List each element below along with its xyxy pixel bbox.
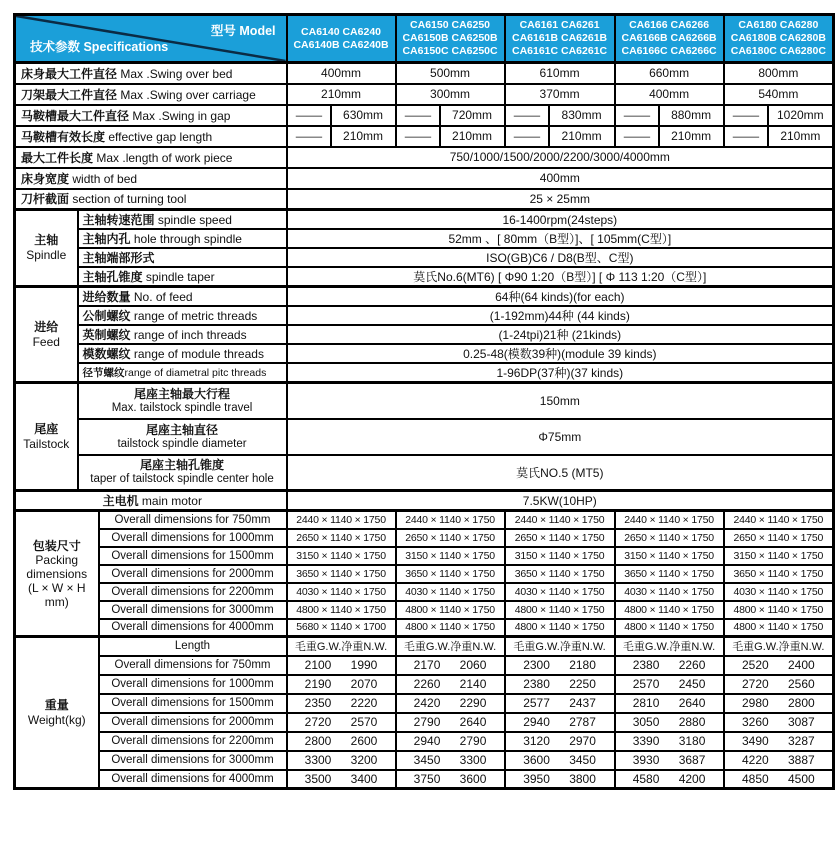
- table-row: [15, 601, 834, 619]
- group-label-tailstock: 尾座 Tailstock: [15, 383, 78, 491]
- spec-value: 400mm: [615, 84, 724, 105]
- weight-value: 2980 2800: [724, 694, 834, 713]
- spec-dash: —: [724, 105, 768, 126]
- row-label-en: taper of tailstock spindle center hole: [90, 473, 274, 486]
- row-label-zh: 尾座主轴最大行程: [134, 386, 231, 401]
- model-name-line: CA6140B CA6240B: [293, 38, 389, 51]
- row-label-en: main motor: [141, 494, 202, 508]
- weight-value: 2380 2260: [615, 656, 724, 675]
- packing-value: 2650 × 1140 × 1750: [724, 529, 834, 547]
- weight-value: 3260 3087: [724, 713, 834, 732]
- packing-value: 4030 × 1140 × 1750: [615, 583, 724, 601]
- row-label-en: Max .Swing over bed: [120, 66, 233, 81]
- spec-dash: —: [615, 126, 659, 147]
- row-label: [15, 168, 287, 189]
- spec-value-span: 400mm: [287, 168, 834, 189]
- header-corner-cell: [15, 15, 287, 63]
- weight-value: 4850 4500: [724, 770, 834, 789]
- row-label-zh: 马鞍槽有效长度: [21, 129, 106, 144]
- row-label-zh: 刀杆截面: [21, 192, 70, 207]
- table-row: [15, 637, 834, 656]
- spec-value: 300mm: [396, 84, 505, 105]
- table-row: [15, 529, 834, 547]
- packing-value: 2440 × 1140 × 1750: [615, 511, 724, 529]
- row-label: Overall dimensions for 1500mm: [99, 547, 287, 565]
- spec-value: 880mm: [659, 105, 724, 126]
- row-label-en: range of metric threads: [133, 309, 258, 323]
- weight-value: 2810 2640: [615, 694, 724, 713]
- spec-dash: —: [615, 105, 659, 126]
- packing-value: 3150 × 1140 × 1750: [505, 547, 615, 565]
- row-label: [15, 491, 287, 511]
- spec-value-span: 1-96DP(37种)(37 kinds): [287, 363, 834, 383]
- table-row: [15, 126, 834, 147]
- table-row: [15, 267, 834, 287]
- packing-value: 4800 × 1140 × 1750: [615, 601, 724, 619]
- spec-value: 210mm: [287, 84, 396, 105]
- row-label-zh: 床身最大工件直径: [21, 66, 118, 81]
- model-name-line: CA6180B CA6280B: [730, 32, 826, 44]
- weight-value: 2720 2570: [287, 713, 396, 732]
- table-row: [15, 229, 834, 248]
- row-label-en: tailstock spindle diameter: [117, 437, 247, 450]
- row-label-zh: 尾座主轴直径: [146, 422, 219, 437]
- row-label-en: effective gap length: [108, 129, 213, 144]
- spec-value: 210mm: [331, 126, 396, 147]
- table-row: [15, 656, 834, 675]
- row-label: [78, 455, 287, 491]
- group-label-feed: 进给 Feed: [15, 287, 78, 383]
- weight-value: 2190 2070: [287, 675, 396, 694]
- row-label: [15, 189, 287, 210]
- packing-value: 4800 × 1140 × 1750: [396, 601, 505, 619]
- row-label: [15, 126, 287, 147]
- row-label: Overall dimensions for 3000mm: [99, 751, 287, 770]
- model-name-line: CA6140 CA6240: [301, 25, 381, 38]
- packing-value: 4800 × 1140 × 1750: [615, 619, 724, 637]
- weight-value: 2720 2560: [724, 675, 834, 694]
- packing-value: 4800 × 1140 × 1750: [724, 619, 834, 637]
- table-row: [15, 105, 834, 126]
- weight-value: 3300 3200: [287, 751, 396, 770]
- weight-value: 2570 2450: [615, 675, 724, 694]
- packing-value: 5680 × 1140 × 1700: [287, 619, 396, 637]
- spec-value-span: ISO(GB)C6 / D8(B型、C型): [287, 248, 834, 267]
- model-name-line: CA6166 CA6266: [629, 19, 710, 31]
- model-name-line: CA6166C CA6266C: [621, 45, 717, 57]
- spec-value: 210mm: [768, 126, 834, 147]
- table-row: [15, 248, 834, 267]
- row-label: [78, 229, 287, 248]
- row-label-en: No. of feed: [133, 290, 193, 304]
- spec-value-span: 7.5KW(10HP): [287, 491, 834, 511]
- header-row: [15, 15, 834, 63]
- weight-value: 3950 3800: [505, 770, 615, 789]
- weight-value: 3490 3287: [724, 732, 834, 751]
- weight-column-header: 毛重G.W.净重N.W.: [287, 637, 396, 656]
- spec-value: 720mm: [440, 105, 505, 126]
- spec-dash: —: [287, 126, 331, 147]
- table-row: [15, 619, 834, 637]
- row-label: [78, 419, 287, 455]
- packing-value: 4030 × 1140 × 1750: [287, 583, 396, 601]
- spec-value-span: 750/1000/1500/2000/2200/3000/4000mm: [287, 147, 834, 168]
- weight-column-header: 毛重G.W.净重N.W.: [615, 637, 724, 656]
- row-label: Overall dimensions for 1000mm: [99, 675, 287, 694]
- model-name-line: CA6161B CA6261B: [511, 32, 608, 44]
- weight-value: 3050 2880: [615, 713, 724, 732]
- row-label-en: Max .Swing in gap: [132, 108, 231, 123]
- row-label-en: range of module threads: [133, 347, 264, 361]
- row-label: Overall dimensions for 4000mm: [99, 770, 287, 789]
- table-row: [15, 363, 834, 383]
- packing-value: 4800 × 1140 × 1750: [396, 619, 505, 637]
- row-label-en: section of turning tool: [72, 192, 187, 207]
- spec-dash: —: [396, 126, 440, 147]
- weight-value: 4580 4200: [615, 770, 724, 789]
- group-label-packing: 包装尺寸 Packing dimensions (L × W × H mm): [15, 511, 99, 637]
- row-label: Overall dimensions for 2200mm: [99, 732, 287, 751]
- row-label-en: range of diametral pitc threads: [124, 367, 267, 379]
- row-label-zh: 公制螺纹: [82, 309, 131, 323]
- table-row: [15, 565, 834, 583]
- weight-value: 4220 3887: [724, 751, 834, 770]
- row-label-zh: 马鞍槽最大工件直径: [21, 108, 130, 123]
- weight-value: 2520 2400: [724, 656, 834, 675]
- model-name-line: CA6161 CA6261: [519, 19, 600, 31]
- packing-value: 3650 × 1140 × 1750: [724, 565, 834, 583]
- row-label: [78, 306, 287, 325]
- spec-value: 830mm: [549, 105, 615, 126]
- row-label-zh: 进给数量: [82, 290, 131, 304]
- model-column-header: [615, 15, 724, 63]
- spec-value: 1020mm: [768, 105, 834, 126]
- packing-value: 2440 × 1140 × 1750: [724, 511, 834, 529]
- weight-value: 2100 1990: [287, 656, 396, 675]
- spec-value-span: (1-192mm)44种 (44 kinds): [287, 306, 834, 325]
- table-row: [15, 84, 834, 105]
- weight-value: 2577 2437: [505, 694, 615, 713]
- row-label: [15, 147, 287, 168]
- packing-value: 3150 × 1140 × 1750: [396, 547, 505, 565]
- table-row: [15, 455, 834, 491]
- packing-value: 3150 × 1140 × 1750: [615, 547, 724, 565]
- row-label-zh: 尾座主轴孔锥度: [140, 458, 225, 473]
- packing-value: 4800 × 1140 × 1750: [505, 619, 615, 637]
- row-label: Overall dimensions for 750mm: [99, 511, 287, 529]
- spec-value: 500mm: [396, 63, 505, 84]
- spec-value-span: 150mm: [287, 383, 834, 419]
- spec-value-span: 64种(64 kinds)(for each): [287, 287, 834, 307]
- packing-value: 4030 × 1140 × 1750: [505, 583, 615, 601]
- table-row: [15, 675, 834, 694]
- row-label: [78, 248, 287, 267]
- table-row: [15, 511, 834, 529]
- weight-value: 3450 3300: [396, 751, 505, 770]
- weight-column-header: 毛重G.W.净重N.W.: [724, 637, 834, 656]
- row-label-en: Max .length of work piece: [96, 150, 233, 165]
- packing-value: 2440 × 1140 × 1750: [396, 511, 505, 529]
- spec-value: 540mm: [724, 84, 834, 105]
- weight-value: 2940 2790: [396, 732, 505, 751]
- row-label: [78, 325, 287, 344]
- row-label-zh: 英制螺纹: [82, 328, 131, 342]
- row-label-zh: 主电机: [102, 494, 139, 508]
- weight-value: 2260 2140: [396, 675, 505, 694]
- specifications-table: [13, 13, 835, 790]
- row-label: Overall dimensions for 4000mm: [99, 619, 287, 637]
- row-label-zh: 床身宽度: [21, 171, 70, 186]
- table-row: [15, 325, 834, 344]
- packing-value: 3150 × 1140 × 1750: [287, 547, 396, 565]
- row-label: [15, 105, 287, 126]
- table-row: [15, 210, 834, 230]
- row-label: [78, 210, 287, 230]
- packing-value: 2650 × 1140 × 1750: [505, 529, 615, 547]
- row-label: Overall dimensions for 1000mm: [99, 529, 287, 547]
- packing-value: 3650 × 1140 × 1750: [287, 565, 396, 583]
- packing-value: 4030 × 1140 × 1750: [724, 583, 834, 601]
- packing-value: 3650 × 1140 × 1750: [615, 565, 724, 583]
- row-label: Overall dimensions for 3000mm: [99, 601, 287, 619]
- weight-value: 2940 2787: [505, 713, 615, 732]
- row-label: [15, 84, 287, 105]
- packing-value: 3650 × 1140 × 1750: [505, 565, 615, 583]
- model-name-line: CA6150 CA6250: [410, 19, 491, 31]
- table-row: [15, 713, 834, 732]
- row-label-en: hole through spindle: [133, 232, 242, 246]
- packing-value: 2650 × 1140 × 1750: [396, 529, 505, 547]
- model-name-line: CA6180 CA6280: [738, 19, 819, 31]
- row-label: [78, 344, 287, 363]
- weight-value: 2170 2060: [396, 656, 505, 675]
- model-name-line: CA6166B CA6266B: [621, 32, 717, 44]
- spec-value: 210mm: [549, 126, 615, 147]
- table-row: [15, 547, 834, 565]
- spec-value: 210mm: [440, 126, 505, 147]
- row-label: [78, 363, 287, 383]
- weight-value: 2380 2250: [505, 675, 615, 694]
- table-row: [15, 147, 834, 168]
- spec-dash: —: [505, 105, 549, 126]
- spec-value-span: (1-24tpi)21种 (21kinds): [287, 325, 834, 344]
- spec-value: 210mm: [659, 126, 724, 147]
- row-label-en: range of inch threads: [133, 328, 247, 342]
- weight-value: 3120 2970: [505, 732, 615, 751]
- table-row: [15, 694, 834, 713]
- packing-value: 4030 × 1140 × 1750: [396, 583, 505, 601]
- spec-value-span: 16-1400rpm(24steps): [287, 210, 834, 230]
- table-row: [15, 419, 834, 455]
- row-label-en: spindle taper: [145, 270, 215, 284]
- spec-dash: —: [396, 105, 440, 126]
- weight-value: 3500 3400: [287, 770, 396, 789]
- row-label-zh: 主轴端部形式: [82, 251, 155, 265]
- row-label: [78, 383, 287, 419]
- spec-value: 400mm: [287, 63, 396, 84]
- spec-dash: —: [724, 126, 768, 147]
- row-label-zh: 最大工件长度: [21, 150, 94, 165]
- weight-column-header: 毛重G.W.净重N.W.: [505, 637, 615, 656]
- row-label-en: spindle speed: [157, 213, 232, 227]
- row-label: Overall dimensions for 2200mm: [99, 583, 287, 601]
- model-name-line: CA6150C CA6250C: [402, 45, 498, 57]
- row-label-en: Max .Swing over carriage: [120, 87, 256, 102]
- row-label-en: width of bed: [72, 171, 138, 186]
- table-row: [15, 751, 834, 770]
- row-label-zh: 刀架最大工件直径: [21, 87, 118, 102]
- row-label-zh: 径节螺纹: [82, 367, 125, 379]
- spec-value: 800mm: [724, 63, 834, 84]
- model-column-header: [724, 15, 834, 63]
- model-name-line: CA6180C CA6280C: [730, 45, 826, 57]
- table-row: [15, 168, 834, 189]
- model-column-header: [287, 15, 396, 63]
- table-row: [15, 732, 834, 751]
- packing-value: 3150 × 1140 × 1750: [724, 547, 834, 565]
- row-label: Overall dimensions for 750mm: [99, 656, 287, 675]
- row-label-zh: 模数螺纹: [82, 347, 131, 361]
- weight-value: 2300 2180: [505, 656, 615, 675]
- table-row: [15, 344, 834, 363]
- weight-column-header: 毛重G.W.净重N.W.: [396, 637, 505, 656]
- row-label: Overall dimensions for 2000mm: [99, 565, 287, 583]
- spec-value-span: 0.25-48(模数39种)(module 39 kinds): [287, 344, 834, 363]
- row-label-en: Max. tailstock spindle travel: [111, 401, 253, 414]
- row-label-zh: 主轴转速范围: [82, 213, 155, 227]
- table-row: [15, 63, 834, 84]
- spec-value: 660mm: [615, 63, 724, 84]
- table-row: [15, 306, 834, 325]
- weight-value: 2350 2220: [287, 694, 396, 713]
- table-row: [15, 383, 834, 419]
- model-header-label: 型号 Model: [210, 24, 276, 38]
- spec-value: 630mm: [331, 105, 396, 126]
- spec-value-span: 莫氏NO.5 (MT5): [287, 455, 834, 491]
- row-label: [78, 287, 287, 307]
- packing-value: 2650 × 1140 × 1750: [615, 529, 724, 547]
- packing-value: 2650 × 1140 × 1750: [287, 529, 396, 547]
- packing-value: 2440 × 1140 × 1750: [505, 511, 615, 529]
- spec-value: 610mm: [505, 63, 615, 84]
- table-row: [15, 287, 834, 307]
- model-column-header: [505, 15, 615, 63]
- model-column-header: [396, 15, 505, 63]
- packing-value: 3650 × 1140 × 1750: [396, 565, 505, 583]
- spec-value-span: 莫氏No.6(MT6) [ Φ90 1:20（B型）] [ Φ 113 1:20（C型）]: [287, 267, 834, 287]
- row-label: Overall dimensions for 2000mm: [99, 713, 287, 732]
- row-label: [15, 63, 287, 84]
- weight-value: 3750 3600: [396, 770, 505, 789]
- row-label-zh: 主轴内孔: [82, 232, 131, 246]
- spec-value-span: Φ75mm: [287, 419, 834, 455]
- table-row: [15, 583, 834, 601]
- group-label-spindle: 主轴 Spindle: [15, 210, 78, 287]
- packing-value: 2440 × 1140 × 1750: [287, 511, 396, 529]
- weight-length-header: Length: [99, 637, 287, 656]
- spec-dash: —: [505, 126, 549, 147]
- weight-value: 3390 3180: [615, 732, 724, 751]
- row-label: Overall dimensions for 1500mm: [99, 694, 287, 713]
- weight-value: 2420 2290: [396, 694, 505, 713]
- table-row: [15, 770, 834, 789]
- weight-value: 3930 3687: [615, 751, 724, 770]
- table-row: [15, 491, 834, 511]
- row-label: [78, 267, 287, 287]
- packing-value: 4800 × 1140 × 1750: [505, 601, 615, 619]
- model-name-line: CA6161C CA6261C: [511, 45, 608, 57]
- spec-value-span: 25 × 25mm: [287, 189, 834, 210]
- weight-value: 3600 3450: [505, 751, 615, 770]
- specifications-header-label: 技术参数 Specifications: [30, 40, 169, 54]
- spec-value-span: 52mm 、[ 80mm（B型）]、[ 105mm(C型）]: [287, 229, 834, 248]
- row-label-zh: 主轴孔锥度: [82, 270, 143, 284]
- packing-value: 4800 × 1140 × 1750: [724, 601, 834, 619]
- spec-dash: —: [287, 105, 331, 126]
- spec-value: 370mm: [505, 84, 615, 105]
- group-label-weight: 重量 Weight(kg): [15, 637, 99, 789]
- weight-value: 2790 2640: [396, 713, 505, 732]
- packing-value: 4800 × 1140 × 1750: [287, 601, 396, 619]
- model-name-line: CA6150B CA6250B: [402, 32, 498, 44]
- weight-value: 2800 2600: [287, 732, 396, 751]
- table-row: [15, 189, 834, 210]
